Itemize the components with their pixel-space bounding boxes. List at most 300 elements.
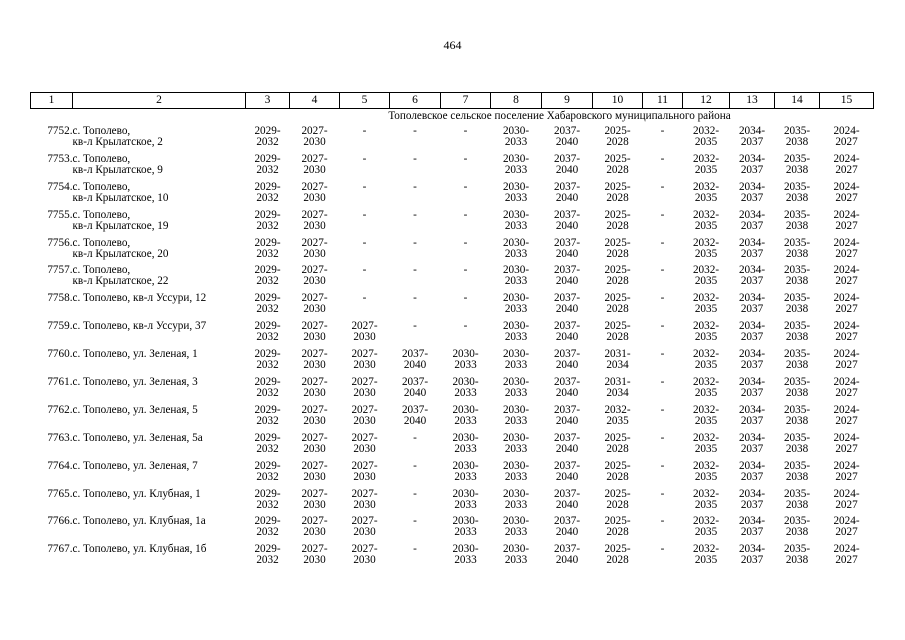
- address-line: с. Тополево, ул. Зеленая, 5а: [72, 431, 203, 444]
- period-cell-col-7: [441, 514, 491, 542]
- period-value: 2040: [555, 554, 579, 567]
- period-value: 2030-: [502, 543, 530, 556]
- address-cell: [73, 459, 246, 487]
- dash-value: -: [362, 264, 367, 277]
- period-value: 2032: [256, 331, 279, 344]
- period-value: 2030-: [502, 515, 530, 528]
- period-cell-col-3: [246, 403, 290, 431]
- period-cell-col-10: [593, 487, 643, 515]
- period-cell-col-13: [730, 152, 775, 180]
- period-value: 2032: [256, 498, 279, 511]
- period-cell-col-11: [643, 319, 683, 347]
- period-value: 2029-: [254, 208, 281, 221]
- period-value: 2025-: [604, 543, 631, 556]
- period-value: 2030-: [502, 487, 530, 500]
- period-cell-col-8: [491, 459, 542, 487]
- section-title: Тополевское сельское поселение Хабаровского муниципального района: [388, 110, 731, 122]
- period-cell-col-6: [390, 514, 441, 542]
- period-cell-col-7: [441, 347, 491, 375]
- period-value: 2030-: [452, 348, 479, 361]
- period-cell-col-6: [390, 347, 441, 375]
- period-value: 2033: [454, 526, 477, 539]
- period-cell-col-14: [775, 375, 820, 403]
- period-value: 2037-: [553, 515, 581, 528]
- period-value: 2027-: [301, 431, 328, 444]
- period-value: 2035: [694, 247, 718, 260]
- period-value: 2030-: [502, 459, 530, 472]
- period-cell-col-11: [643, 291, 683, 319]
- period-cell-col-13: [730, 403, 775, 431]
- period-cell-col-4: [290, 487, 340, 515]
- period-value: 2027-: [301, 236, 328, 249]
- period-cell-col-9: [542, 487, 593, 515]
- period-value: 2024-: [833, 431, 860, 444]
- period-value: 2028: [606, 191, 629, 204]
- period-value: 2040: [555, 359, 579, 372]
- table-row: [31, 542, 874, 570]
- period-cell-col-11: [643, 459, 683, 487]
- column-header-9: 9: [542, 93, 593, 109]
- period-cell-col-14: [775, 459, 820, 487]
- period-cell-col-12: [683, 459, 730, 487]
- period-value: 2033: [504, 359, 528, 372]
- period-cell-col-14: [775, 514, 820, 542]
- period-value: 2033: [504, 191, 528, 204]
- period-cell-col-3: [246, 487, 290, 515]
- period-value: 2029-: [254, 543, 281, 556]
- period-value: 2025-: [604, 152, 631, 165]
- dash-value: -: [660, 543, 665, 556]
- address-line: с. Тополево,: [72, 180, 131, 193]
- period-value: 2034-: [738, 180, 766, 193]
- period-cell-col-6: [390, 459, 441, 487]
- dash-value: -: [660, 125, 665, 137]
- period-cell-col-14: [775, 487, 820, 515]
- period-value: 2029-: [254, 125, 281, 137]
- period-value: 2037: [740, 303, 764, 316]
- period-value: 2034-: [738, 487, 766, 500]
- period-value: 2033: [504, 470, 528, 483]
- dash-value: -: [660, 403, 665, 416]
- period-value: 2030: [303, 470, 326, 483]
- period-value: 2030-: [502, 125, 530, 137]
- period-value: 2040: [555, 136, 579, 148]
- period-value: 2037: [740, 275, 764, 288]
- period-value: 2035-: [783, 125, 811, 137]
- period-cell-col-7: [441, 319, 491, 347]
- period-value: 2037: [740, 163, 764, 176]
- period-cell-col-8: [491, 152, 542, 180]
- period-value: 2027-: [301, 292, 328, 305]
- period-cell-col-8: [491, 431, 542, 459]
- row-number: 7756.: [47, 236, 73, 249]
- period-value: 2024-: [833, 180, 860, 193]
- period-value: 2037-: [553, 292, 581, 305]
- period-value: 2038: [785, 303, 809, 316]
- period-value: 2032-: [604, 403, 631, 416]
- column-number-header-row: [31, 93, 874, 109]
- period-value: 2033: [504, 303, 528, 316]
- period-value: 2032: [256, 414, 279, 427]
- period-cell-col-8: [491, 208, 542, 236]
- period-value: 2028: [606, 275, 629, 288]
- row-number: 7758.: [47, 292, 73, 305]
- period-cell-col-4: [290, 263, 340, 291]
- period-value: 2030: [353, 331, 376, 344]
- period-value: 2037: [740, 219, 764, 232]
- period-value: 2025-: [604, 320, 631, 333]
- dash-value: -: [660, 152, 665, 165]
- period-cell-col-4: [290, 208, 340, 236]
- period-cell-col-11: [643, 347, 683, 375]
- period-value: 2035-: [783, 264, 811, 277]
- page-number: 464: [443, 38, 462, 52]
- period-value: 2034-: [738, 403, 766, 416]
- period-value: 2037-: [553, 431, 581, 444]
- dash-value: -: [463, 125, 468, 137]
- period-value: 2032-: [692, 208, 720, 221]
- row-number: 7754.: [47, 180, 73, 193]
- period-value: 2033: [454, 470, 477, 483]
- period-value: 2035-: [783, 236, 811, 249]
- period-value: 2038: [785, 191, 809, 204]
- period-value: 2032: [256, 219, 279, 232]
- period-cell-col-9: [542, 375, 593, 403]
- period-value: 2030-: [502, 180, 530, 193]
- period-cell-col-14: [775, 542, 820, 570]
- period-value: 2027-: [301, 208, 328, 221]
- period-value: 2040: [555, 191, 579, 204]
- dash-value: -: [413, 431, 417, 444]
- period-cell-col-14: [775, 152, 820, 180]
- period-cell-col-13: [730, 124, 775, 152]
- table-row: [31, 319, 874, 347]
- period-cell-col-11: [643, 263, 683, 291]
- period-value: 2040: [555, 331, 579, 344]
- period-cell-col-13: [730, 431, 775, 459]
- period-value: 2024-: [833, 208, 860, 221]
- period-value: 2033: [504, 526, 528, 539]
- dash-value: -: [660, 208, 665, 221]
- period-cell-col-5: [340, 152, 390, 180]
- period-cell-col-13: [730, 208, 775, 236]
- dash-value: -: [660, 348, 665, 361]
- period-value: 2027: [835, 303, 858, 316]
- period-value: 2038: [785, 554, 809, 567]
- period-cell-col-12: [683, 124, 730, 152]
- period-cell-col-15: [820, 347, 874, 375]
- address-line: кв-л Крылатское, 19: [72, 219, 169, 232]
- address-line: с. Тополево,: [72, 152, 131, 165]
- period-cell-col-7: [441, 403, 491, 431]
- row-number: 7753.: [47, 152, 73, 165]
- row-number: 7755.: [47, 208, 73, 221]
- period-value: 2035-: [783, 348, 811, 361]
- period-value: 2030: [353, 414, 376, 427]
- period-cell-col-4: [290, 347, 340, 375]
- period-cell-col-8: [491, 124, 542, 152]
- period-cell-col-9: [542, 124, 593, 152]
- period-value: 2033: [504, 442, 528, 455]
- dash-value: -: [413, 264, 417, 277]
- period-value: 2040: [403, 414, 427, 427]
- period-cell-col-15: [820, 375, 874, 403]
- dash-value: -: [660, 376, 665, 389]
- period-value: 2030-: [502, 208, 530, 221]
- period-cell-col-13: [730, 514, 775, 542]
- period-cell-col-4: [290, 319, 340, 347]
- table-row: [31, 263, 874, 291]
- period-value: 2024-: [833, 403, 860, 416]
- row-number: 7757.: [47, 264, 73, 277]
- period-cell-col-13: [730, 487, 775, 515]
- period-value: 2032-: [692, 348, 720, 361]
- period-value: 2034-: [738, 543, 766, 556]
- period-value: 2028: [606, 331, 629, 344]
- address-cell: [73, 124, 246, 152]
- period-value: 2027: [835, 414, 858, 427]
- period-value: 2027-: [301, 543, 328, 556]
- table-row: [31, 208, 874, 236]
- period-value: 2029-: [254, 180, 281, 193]
- period-value: 2024-: [833, 292, 860, 305]
- period-value: 2030-: [452, 376, 479, 389]
- period-value: 2027-: [351, 487, 378, 500]
- period-value: 2024-: [833, 152, 860, 165]
- period-cell-col-4: [290, 180, 340, 208]
- period-value: 2030-: [502, 431, 530, 444]
- period-value: 2027: [835, 359, 858, 372]
- period-cell-col-3: [246, 375, 290, 403]
- period-cell-col-10: [593, 347, 643, 375]
- period-cell-col-5: [340, 180, 390, 208]
- table-row: [31, 375, 874, 403]
- address-line: с. Тополево, ул. Зеленая, 5: [72, 403, 198, 416]
- period-cell-col-3: [246, 542, 290, 570]
- period-value: 2040: [555, 442, 579, 455]
- period-cell-col-7: [441, 236, 491, 264]
- period-value: 2030-: [502, 348, 530, 361]
- period-cell-col-6: [390, 208, 441, 236]
- period-value: 2030: [303, 442, 326, 455]
- period-cell-col-15: [820, 487, 874, 515]
- period-value: 2028: [606, 303, 629, 316]
- period-value: 2030: [303, 331, 326, 344]
- period-cell-col-9: [542, 319, 593, 347]
- dash-value: -: [660, 264, 665, 277]
- dash-value: -: [362, 125, 367, 137]
- period-cell-col-4: [290, 375, 340, 403]
- address-line: с. Тополево, ул. Зеленая, 3: [72, 376, 198, 389]
- period-value: 2029-: [254, 348, 281, 361]
- table-row: [31, 236, 874, 264]
- period-cell-col-5: [340, 208, 390, 236]
- address-line: с. Тополево, ул. Зеленая, 1: [72, 348, 198, 361]
- period-value: 2024-: [833, 487, 860, 500]
- period-value: 2027: [835, 136, 858, 148]
- address-line: с. Тополево,: [72, 264, 131, 277]
- dash-value: -: [660, 180, 665, 193]
- period-value: 2032: [256, 442, 279, 455]
- period-value: 2034-: [738, 125, 766, 137]
- period-cell-col-6: [390, 487, 441, 515]
- period-cell-col-12: [683, 319, 730, 347]
- period-cell-col-6: [390, 319, 441, 347]
- period-value: 2037: [740, 136, 764, 148]
- period-value: 2035: [694, 526, 718, 539]
- dash-value: -: [413, 543, 417, 556]
- address-line: с. Тополево, ул. Зеленая, 7: [72, 459, 198, 472]
- period-cell-col-13: [730, 375, 775, 403]
- period-value: 2033: [454, 387, 477, 400]
- row-number: 7760.: [47, 348, 73, 361]
- dash-value: -: [463, 208, 468, 221]
- period-value: 2034-: [738, 431, 766, 444]
- period-cell-col-7: [441, 152, 491, 180]
- period-cell-col-11: [643, 180, 683, 208]
- period-value: 2032-: [692, 515, 720, 528]
- period-value: 2030: [303, 191, 326, 204]
- period-value: 2034-: [738, 152, 766, 165]
- dash-value: -: [463, 264, 468, 277]
- dash-value: -: [463, 320, 468, 333]
- column-header-15: 15: [820, 93, 874, 109]
- row-number: 7763.: [47, 431, 73, 444]
- column-header-8: 8: [491, 93, 542, 109]
- period-value: 2038: [785, 275, 809, 288]
- period-cell-col-5: [340, 542, 390, 570]
- period-value: 2035-: [783, 515, 811, 528]
- period-cell-col-14: [775, 319, 820, 347]
- period-value: 2030: [353, 442, 376, 455]
- dash-value: -: [413, 180, 417, 193]
- address-cell: [73, 542, 246, 570]
- table-row: [31, 403, 874, 431]
- period-value: 2035: [694, 219, 718, 232]
- period-value: 2034-: [738, 348, 766, 361]
- table-row: [31, 459, 874, 487]
- dash-value: -: [463, 292, 468, 305]
- period-value: 2025-: [604, 208, 631, 221]
- period-cell-col-10: [593, 403, 643, 431]
- period-value: 2025-: [604, 180, 631, 193]
- period-value: 2025-: [604, 515, 631, 528]
- period-value: 2034-: [738, 264, 766, 277]
- period-value: 2028: [606, 526, 629, 539]
- address-cell: [73, 180, 246, 208]
- period-value: 2025-: [604, 459, 631, 472]
- dash-value: -: [362, 180, 367, 193]
- dash-value: -: [413, 459, 417, 472]
- address-cell: [73, 236, 246, 264]
- period-value: 2040: [555, 414, 579, 427]
- period-value: 2027-: [301, 459, 328, 472]
- period-cell-col-9: [542, 152, 593, 180]
- period-value: 2028: [606, 163, 629, 176]
- period-value: 2035-: [783, 431, 811, 444]
- period-value: 2037-: [553, 125, 581, 137]
- column-header-14: 14: [775, 93, 820, 109]
- period-value: 2032-: [692, 459, 720, 472]
- dash-value: -: [413, 487, 417, 500]
- period-value: 2027-: [351, 543, 378, 556]
- period-cell-col-9: [542, 236, 593, 264]
- period-value: 2024-: [833, 236, 860, 249]
- address-cell: [73, 152, 246, 180]
- period-cell-col-13: [730, 459, 775, 487]
- period-cell-col-7: [441, 459, 491, 487]
- period-cell-col-4: [290, 124, 340, 152]
- period-cell-col-8: [491, 403, 542, 431]
- period-value: 2040: [403, 387, 427, 400]
- address-line: с. Тополево, ул. Клубная, 1: [72, 487, 201, 500]
- period-value: 2029-: [254, 459, 281, 472]
- period-value: 2034-: [738, 236, 766, 249]
- period-cell-col-4: [290, 403, 340, 431]
- address-cell: [73, 263, 246, 291]
- address-cell: [73, 347, 246, 375]
- period-value: 2029-: [254, 403, 281, 416]
- period-value: 2038: [785, 526, 809, 539]
- period-value: 2030-: [502, 403, 530, 416]
- period-cell-col-7: [441, 263, 491, 291]
- period-cell-col-9: [542, 431, 593, 459]
- period-value: 2027: [835, 331, 858, 344]
- period-cell-col-14: [775, 347, 820, 375]
- period-value: 2037-: [553, 152, 581, 165]
- period-cell-col-11: [643, 124, 683, 152]
- period-cell-col-13: [730, 291, 775, 319]
- period-value: 2032: [256, 191, 279, 204]
- period-value: 2040: [555, 470, 579, 483]
- period-value: 2030: [303, 387, 326, 400]
- period-value: 2024-: [833, 125, 860, 137]
- period-value: 2034-: [738, 292, 766, 305]
- period-value: 2024-: [833, 264, 860, 277]
- period-value: 2032: [256, 303, 279, 316]
- period-value: 2030: [353, 526, 376, 539]
- period-cell-col-6: [390, 291, 441, 319]
- column-header-3: 3: [246, 93, 290, 109]
- period-value: 2035-: [783, 292, 811, 305]
- period-cell-col-5: [340, 514, 390, 542]
- period-value: 2040: [555, 303, 579, 316]
- column-header-5: 5: [340, 93, 390, 109]
- period-value: 2030: [303, 219, 326, 232]
- period-cell-col-3: [246, 124, 290, 152]
- address-line: кв-л Крылатское, 2: [72, 136, 163, 148]
- period-value: 2032-: [692, 264, 720, 277]
- period-value: 2037: [740, 387, 764, 400]
- period-value: 2025-: [604, 292, 631, 305]
- period-value: 2029-: [254, 292, 281, 305]
- dash-value: -: [660, 292, 665, 305]
- period-cell-col-12: [683, 487, 730, 515]
- period-value: 2038: [785, 163, 809, 176]
- period-cell-col-5: [340, 263, 390, 291]
- period-value: 2027-: [301, 376, 328, 389]
- period-value: 2037-: [553, 543, 581, 556]
- dash-value: -: [413, 292, 417, 305]
- address-line: кв-л Крылатское, 20: [72, 247, 169, 260]
- period-cell-col-14: [775, 180, 820, 208]
- period-cell-col-7: [441, 431, 491, 459]
- period-value: 2028: [606, 470, 629, 483]
- period-value: 2033: [504, 247, 528, 260]
- period-cell-col-14: [775, 263, 820, 291]
- period-value: 2027: [835, 275, 858, 288]
- period-cell-col-15: [820, 459, 874, 487]
